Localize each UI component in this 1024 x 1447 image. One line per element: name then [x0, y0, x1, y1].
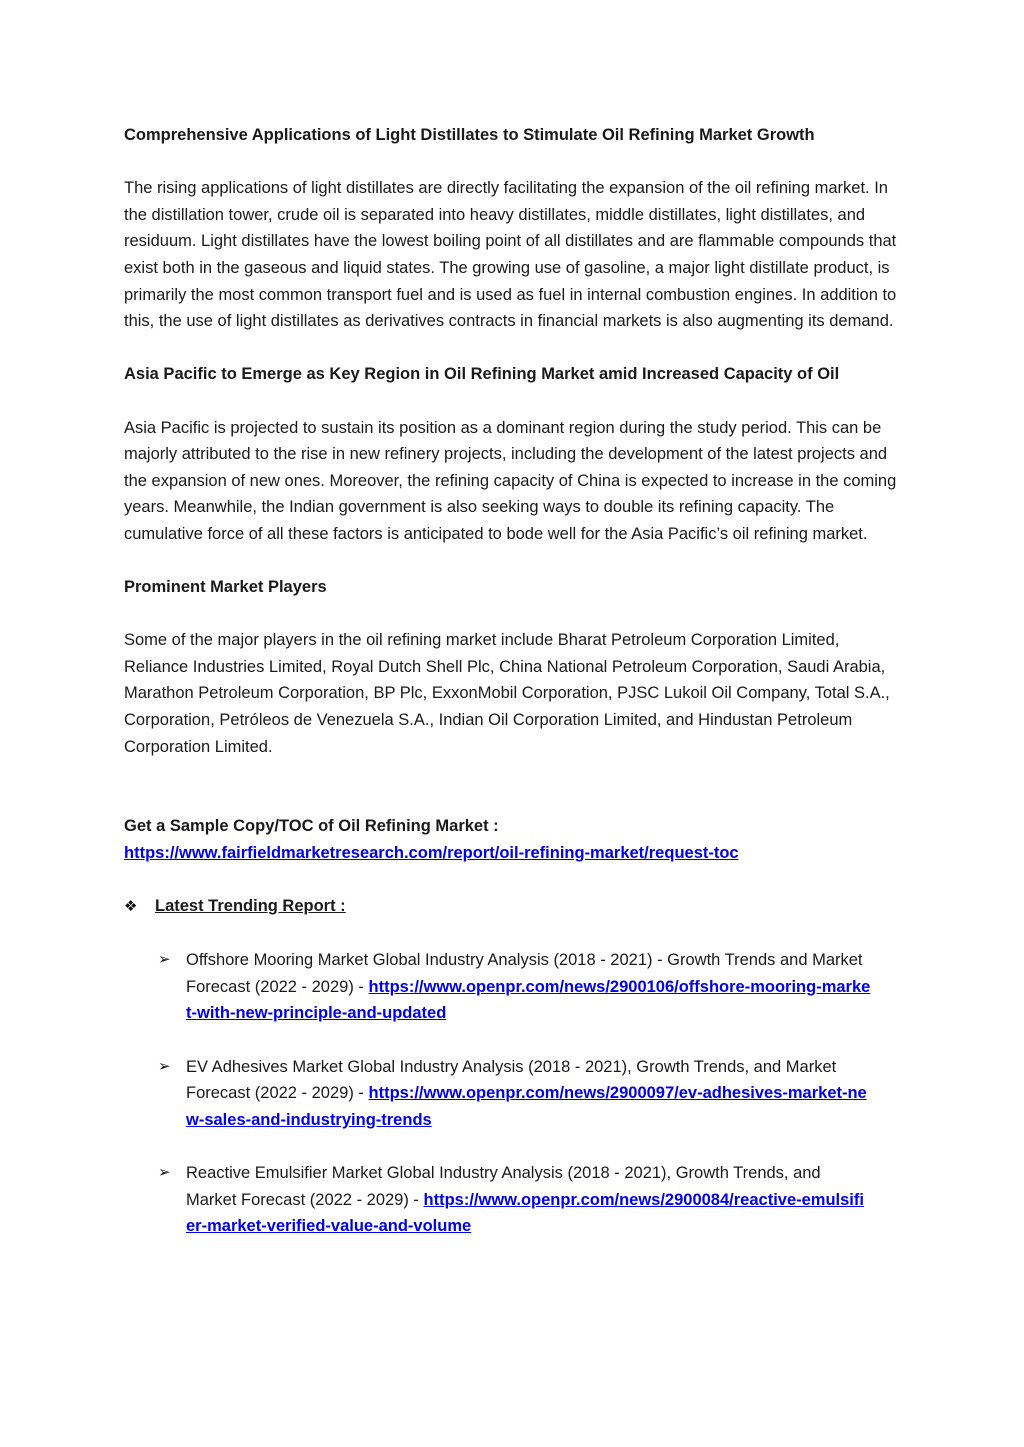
section-heading-asia-pacific: Asia Pacific to Emerge as Key Region in Oil Refining Market amid Increased Capacity of Oil — [124, 365, 840, 384]
arrow-bullet-icon: ➢ — [158, 951, 171, 969]
list-item-text: EV Adhesives Market Global Industry Analysis (2018 - 2021), Growth Trends, and Market Forecast (2022 - 2029) - — [186, 1057, 837, 1103]
trending-report-header — [124, 893, 900, 921]
diamond-bullet-icon: ❖ — [124, 898, 138, 916]
trending-report-title: Latest Trending Report : — [155, 897, 346, 916]
document-page — [124, 122, 900, 1240]
list-item — [158, 1054, 900, 1134]
arrow-bullet-icon: ➢ — [158, 1057, 171, 1075]
list-item-link[interactable]: https://www.openpr.com/news/2900084/reactive-emulsifier-market-verified-value-and-volume — [186, 1190, 864, 1236]
list-item-text: Reactive Emulsifier Market Global Industry Analysis (2018 - 2021), Growth Trends, and Market Forecast (2022 - 2029) - — [186, 1163, 821, 1209]
section-heading-market-players: Prominent Market Players — [124, 578, 327, 597]
sample-copy-link[interactable]: https://www.fairfieldmarketresearch.com/report/oil-refining-market/request-toc — [124, 843, 739, 862]
section-body-market-players: Some of the major players in the oil refining market include Bharat Petroleum Corporation Limited, Reliance Industries Limited, Royal Dutch Shell Plc, China National Petroleum Corporation, Saudi Arabia, Marathon Petroleum Corporation, BP Plc, ExxonMobil Corporation, PJSC Lukoil Oil Company, Total S.A., Corporation, Petróleos de Venezuela S.A., Indian Oil Corporation Limited, and Hindustan Petroleum Corporation Limited. — [124, 631, 890, 756]
list-item — [158, 1160, 900, 1240]
list-item-text: Offshore Mooring Market Global Industry Analysis (2018 - 2021) - Growth Trends and Market Forecast (2022 - 2029) - — [186, 951, 863, 996]
list-item — [158, 947, 900, 1027]
list-item-link[interactable]: https://www.openpr.com/news/2900097/ev-adhesives-market-new-sales-and-industrying-trends — [186, 1084, 867, 1129]
section-body-asia-pacific: Asia Pacific is projected to sustain its position as a dominant region during the study period. This can be majorly attributed to the rise in new refinery projects, including the development of the latest projects and the expansion of new ones. Moreover, the refining capacity of China is expected to increase in the coming years. Meanwhile, the Indian government is also seeking ways to double its refining capacity. The cumulative force of all these factors is anticipated to bode well for the Asia Pacific’s oil refining market. — [124, 418, 897, 543]
arrow-bullet-icon: ➢ — [158, 1163, 171, 1181]
list-item-link[interactable]: https://www.openpr.com/news/2900106/offshore-mooring-market-with-new-principle-and-updated — [186, 977, 871, 1023]
section-heading-light-distillates: Comprehensive Applications of Light Distillates to Stimulate Oil Refining Market Growth — [124, 126, 815, 144]
section-body-light-distillates: The rising applications of light distillates are directly facilitating the expansion of the oil refining market. In the distillation tower, crude oil is separated into heavy distillates, middle distillates, light distillates, and residuum. Light distillates have the lowest boiling point of all distillates and are flammable compounds that exist both in the gaseous and liquid states. The growing use of gasoline, a major light distillate product, is primarily the most common transport fuel and is used as fuel in internal combustion engines. In addition to this, the use of light distillates as derivatives contracts in financial markets is also augmenting its demand. — [124, 179, 897, 331]
sample-copy-label: Get a Sample Copy/TOC of Oil Refining Market : — [124, 817, 499, 836]
